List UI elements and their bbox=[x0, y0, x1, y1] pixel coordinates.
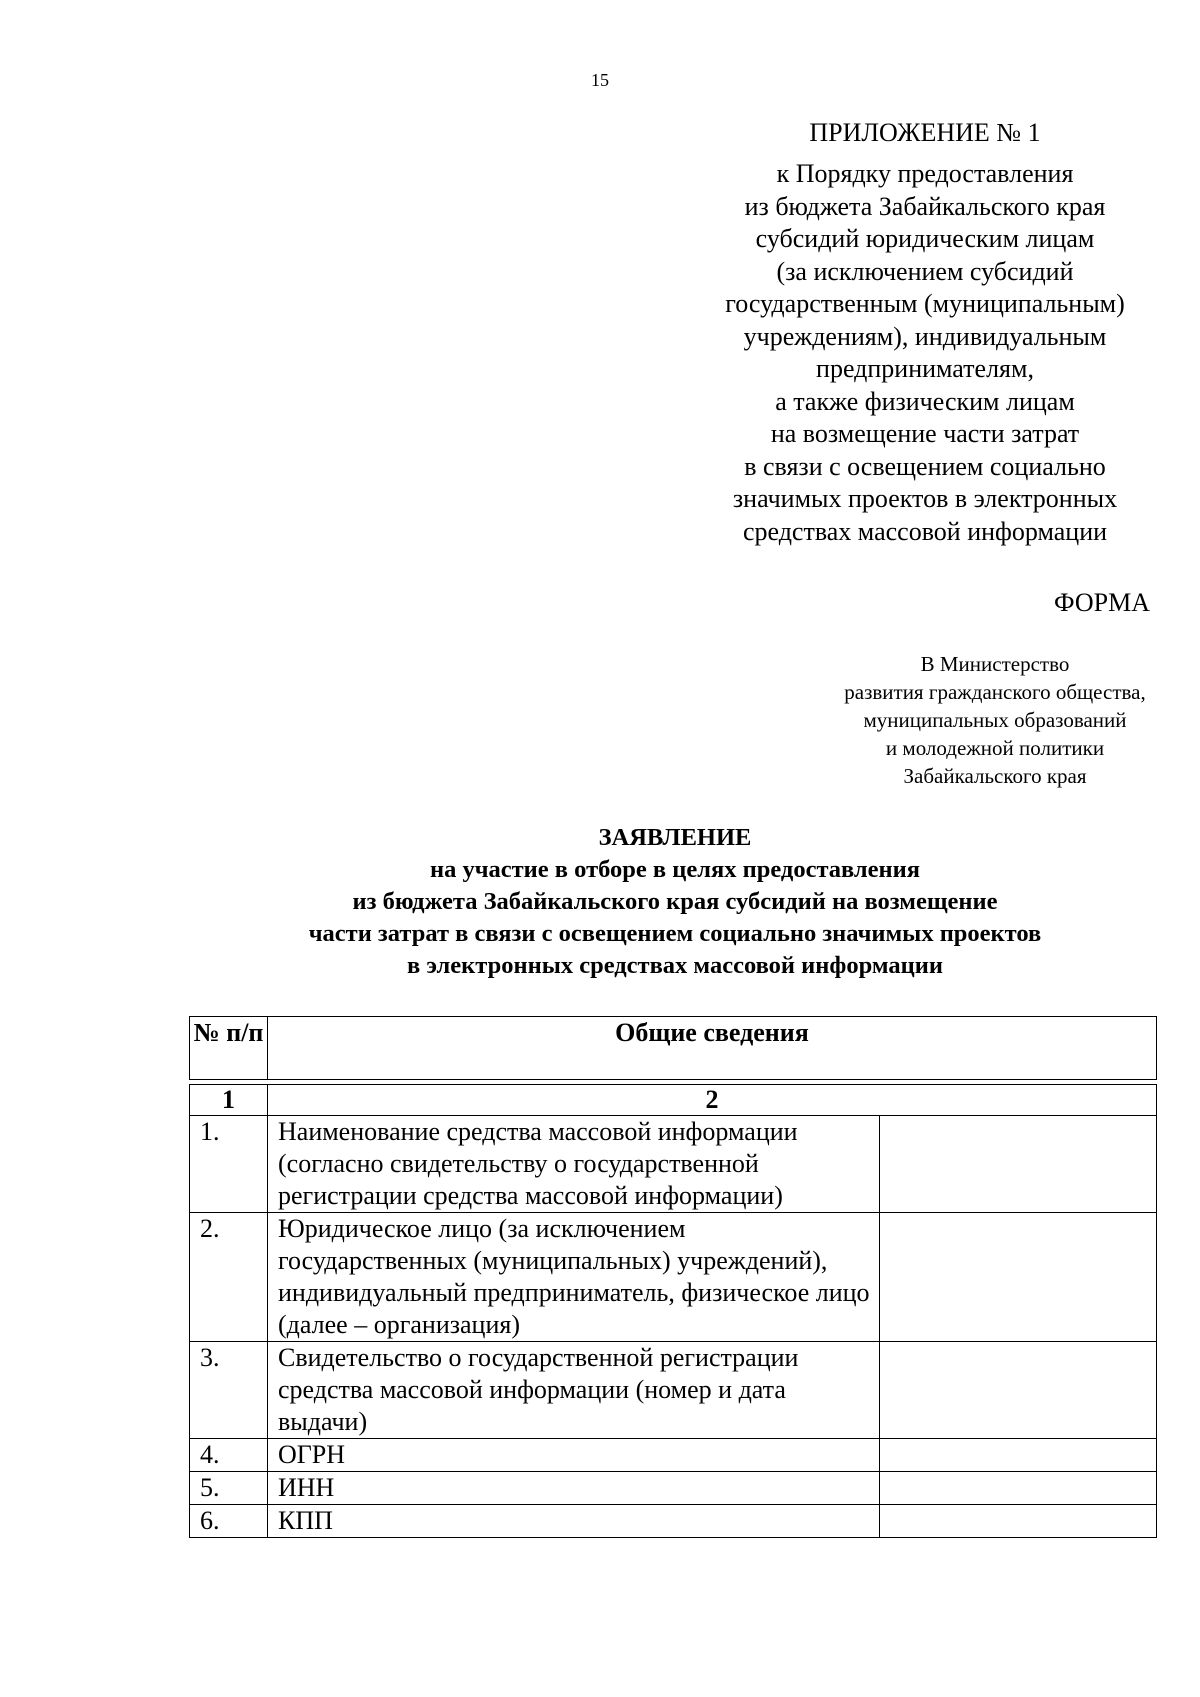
row-description: Юридическое лицо (за исключением государственных (муниципальных) учреждений), индивидуальный предприниматель, физическое лицо (далее – организация) bbox=[268, 1213, 880, 1342]
table-row bbox=[190, 1116, 1157, 1213]
appendix-line: в связи с освещением социально bbox=[744, 451, 1106, 481]
header-title-cell: Общие сведения bbox=[268, 1017, 1157, 1080]
addressee-line: Забайкальского края bbox=[903, 764, 1087, 788]
row-number: 5. bbox=[190, 1472, 268, 1505]
row-number: 3. bbox=[190, 1342, 268, 1439]
heading-line: на участие в отборе в целях предоставления bbox=[429, 856, 921, 883]
appendix-line: предпринимателям, bbox=[816, 354, 1034, 383]
row-value-field[interactable] bbox=[880, 1342, 1157, 1439]
document-heading bbox=[0, 822, 1200, 982]
addressee-line: В Министерство bbox=[920, 652, 1070, 676]
general-info-table bbox=[189, 1016, 1157, 1538]
appendix-line: учреждениям), индивидуальным bbox=[743, 321, 1107, 351]
row-number: 6. bbox=[190, 1505, 268, 1538]
addressee-line: муниципальных образований bbox=[863, 708, 1127, 732]
appendix-line: средствах массовой информации bbox=[742, 516, 1108, 546]
column-number-cell: 2 bbox=[268, 1085, 1157, 1116]
form-label: ФОРМА bbox=[1054, 588, 1150, 617]
table-row bbox=[190, 1213, 1157, 1342]
row-description: КПП bbox=[268, 1505, 880, 1538]
row-description: Наименование средства массовой информации (согласно свидетельству о государственной регистрации средства массовой информации) bbox=[268, 1116, 880, 1213]
appendix-line: на возмещение части затрат bbox=[770, 419, 1080, 448]
addressee-line: развития гражданского общества, bbox=[844, 680, 1146, 704]
appendix-title: ПРИЛОЖЕНИЕ № 1 bbox=[809, 118, 1041, 147]
row-number: 4. bbox=[190, 1439, 268, 1472]
table-row bbox=[190, 1472, 1157, 1505]
column-number-row bbox=[190, 1085, 1157, 1116]
header-number-cell: № п/п bbox=[190, 1017, 268, 1080]
row-description: Свидетельство о государственной регистрации средства массовой информации (номер и дата выдачи) bbox=[268, 1342, 880, 1439]
appendix-line: к Порядку предоставления bbox=[776, 159, 1074, 188]
heading-line: из бюджета Забайкальского края субсидий на возмещение bbox=[352, 888, 998, 915]
table-row bbox=[190, 1342, 1157, 1439]
row-description: ОГРН bbox=[268, 1439, 880, 1472]
heading-line: части затрат в связи с освещением социально значимых проектов bbox=[308, 920, 1042, 947]
appendix-block bbox=[690, 118, 1160, 548]
heading-line: в электронных средствах массовой информации bbox=[407, 952, 943, 979]
table-header-row bbox=[190, 1017, 1157, 1080]
column-number-cell: 1 bbox=[190, 1085, 268, 1116]
appendix-line: а также физическим лицам bbox=[775, 386, 1075, 416]
page-number: 15 bbox=[591, 70, 609, 90]
appendix-line: государственным (муниципальным) bbox=[725, 289, 1125, 318]
row-value-field[interactable] bbox=[880, 1213, 1157, 1342]
addressee-block bbox=[820, 650, 1170, 790]
row-value-field[interactable] bbox=[880, 1505, 1157, 1538]
table-row bbox=[190, 1439, 1157, 1472]
row-value-field[interactable] bbox=[880, 1116, 1157, 1213]
row-number: 1. bbox=[190, 1116, 268, 1213]
row-number: 2. bbox=[190, 1213, 268, 1342]
row-value-field[interactable] bbox=[880, 1439, 1157, 1472]
appendix-line: субсидий юридическим лицам bbox=[755, 224, 1095, 253]
table-row bbox=[190, 1505, 1157, 1538]
heading-title: ЗАЯВЛЕНИЕ bbox=[598, 824, 752, 851]
appendix-line: (за исключением субсидий bbox=[776, 256, 1074, 286]
appendix-line: из бюджета Забайкальского края bbox=[744, 191, 1106, 221]
row-value-field[interactable] bbox=[880, 1472, 1157, 1505]
row-description: ИНН bbox=[268, 1472, 880, 1505]
addressee-line: и молодежной политики bbox=[885, 736, 1105, 760]
appendix-line: значимых проектов в электронных bbox=[732, 484, 1118, 513]
